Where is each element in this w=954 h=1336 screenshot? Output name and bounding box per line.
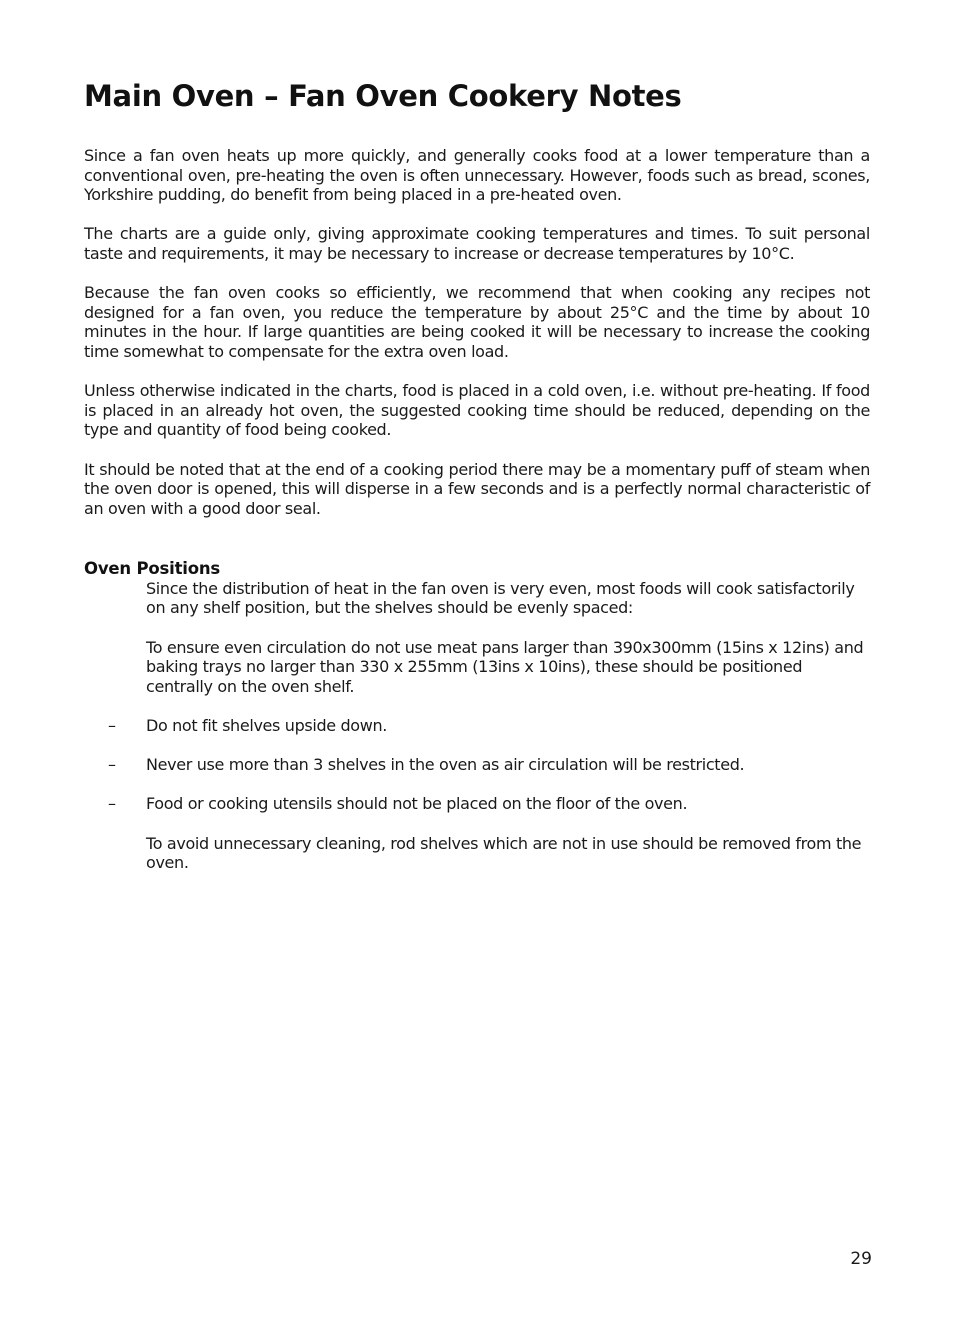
list-item	[108, 794, 870, 814]
bullet-marker: –	[108, 716, 116, 736]
page-title: Main Oven – Fan Oven Cookery Notes	[84, 79, 682, 113]
paragraph-charts-guide: The charts are a guide only, giving approximate cooking temperatures and times. To suit personal taste and requirements, it may be necessary to increase or decrease temperatures by 10°C.	[84, 224, 870, 263]
oven-positions-closing	[146, 834, 870, 873]
oven-positions-heading: Oven Positions	[84, 559, 221, 579]
bullet-text: Food or cooking utensils should not be placed on the floor of the oven.	[146, 794, 688, 814]
paragraph-steam: It should be noted that at the end of a cooking period there may be a momentary puff of steam when the oven door is opened, this will disperse in a few seconds and is a perfectly normal characteristic of an oven with a good door seal.	[84, 459, 870, 518]
oven-positions-pan-sizes: To ensure even circulation do not use meat pans larger than 390x300mm (15ins x 12ins) and baking trays no larger than 330 x 255mm (13ins x 10ins), these should be positioned centrally on the oven shelf.	[146, 637, 864, 696]
page-content	[84, 76, 870, 892]
paragraph-reduce-temperature: Because the fan oven cooks so efficiently, we recommend that when cooking any recipes not designed for a fan oven, you reduce the temperature by about 25°C and the time by about 10 minutes in the hour. If large quantities are being cooked it will be necessary to increase the cooking time somewhat to compensate for the extra oven load.	[84, 283, 870, 361]
paragraph-cold-oven: Unless otherwise indicated in the charts, food is placed in a cold oven, i.e. without pre-heating. If food is placed in an already hot oven, the suggested cooking time should be reduced, depending on the type and quantity of food being cooked.	[84, 381, 870, 440]
paragraph-preheating: Since a fan oven heats up more quickly, and generally cooks food at a lower temperature than a conventional oven, pre-heating the oven is often unnecessary. However, foods such as bread, scones, Yorkshire pudding, do benefit from being placed in a pre-heated oven.	[84, 146, 870, 205]
bullet-text: Do not fit shelves upside down.	[146, 716, 387, 736]
oven-positions-closing-text: To avoid unnecessary cleaning, rod shelves which are not in use should be removed from the oven.	[146, 833, 862, 873]
bullet-marker: –	[108, 755, 116, 775]
bullet-marker: –	[108, 794, 116, 814]
bullet-text: Never use more than 3 shelves in the oven as air circulation will be restricted.	[146, 755, 745, 775]
oven-positions-intro	[146, 579, 870, 697]
list-item	[108, 755, 870, 775]
oven-positions-intro-text: Since the distribution of heat in the fan oven is very even, most foods will cook satisfactorily on any shelf position, but the shelves should be evenly spaced:	[146, 578, 855, 618]
list-item	[108, 716, 870, 736]
page-number: 29	[850, 1249, 872, 1269]
